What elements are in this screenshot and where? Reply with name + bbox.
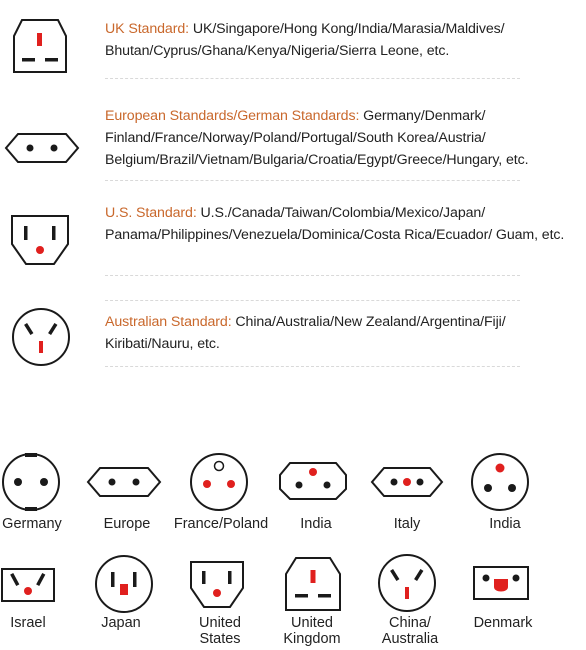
divider: [105, 300, 520, 301]
standard-description: [105, 311, 585, 355]
socket-label-line: Australia: [381, 631, 439, 647]
us-type-b-socket-icon: [10, 214, 68, 272]
standard-countries: U.S./Canada/Taiwan/Colombia/Mexico/Japan/ Panama/Philippines/Venezuela/Dominica/Costa Rica/Ecuador/ Guam, etc.: [105, 205, 565, 243]
standard-label: U.S. Standard:: [105, 205, 197, 221]
socket-label-line: Kingdom: [283, 631, 341, 647]
divider: [105, 275, 520, 276]
socket-label: Denmark: [473, 615, 533, 631]
divider: [105, 78, 520, 79]
socket-label: Europe: [103, 516, 151, 532]
socket-label: [257, 615, 367, 647]
socket-label: Japan: [101, 615, 141, 631]
standard-description: [105, 18, 585, 62]
socket-label: France/Poland: [173, 516, 269, 532]
standard-label: UK Standard:: [105, 21, 189, 37]
socket-label: India: [489, 516, 521, 532]
standard-description: [105, 202, 585, 246]
australian-type-i-socket-icon: [10, 306, 68, 364]
standard-label: Australian Standard:: [105, 314, 232, 330]
germany-socket-icon: [0, 452, 62, 512]
uk-type-g-socket-icon: [10, 14, 68, 72]
france-poland-socket-icon: [188, 452, 250, 512]
india-socket-icon: [278, 461, 348, 521]
socket-label: Italy: [393, 516, 421, 532]
european-type-c-socket-icon: [4, 132, 80, 190]
socket-label: India: [300, 516, 332, 532]
socket-label-line: China/: [389, 615, 431, 631]
standard-description: [105, 105, 585, 171]
socket-label-line: States: [199, 631, 241, 647]
united-kingdom-socket-icon: [284, 556, 342, 616]
socket-label: Israel: [10, 615, 46, 631]
china-australia-socket-icon: [377, 553, 437, 613]
standard-countries: Germany/Denmark/ Finland/France/Norway/Poland/Portugal/South Korea/Austria/ Belgium/Brazil/Vietnam/Bulgaria/Croatia/Egypt/Greece/Hungary, etc.: [105, 108, 529, 168]
socket-label: Germany: [2, 516, 62, 532]
united-states-socket-icon: [189, 560, 245, 620]
standard-countries: China/Australia/New Zealand/Argentina/Fiji/ Kiribati/Nauru, etc.: [105, 314, 506, 352]
standard-label: European Standards/German Standards:: [105, 108, 360, 124]
divider: [105, 366, 520, 367]
socket-label-line: United: [291, 615, 333, 631]
standard-countries: UK/Singapore/Hong Kong/India/Marasia/Maldives/ Bhutan/Cyprus/Ghana/Kenya/Nigeria/Sierra Leone, etc.: [105, 21, 505, 59]
india-round-socket-icon: [469, 452, 531, 512]
japan-socket-icon: [94, 554, 154, 614]
divider: [105, 180, 520, 181]
socket-label-line: United: [199, 615, 241, 631]
